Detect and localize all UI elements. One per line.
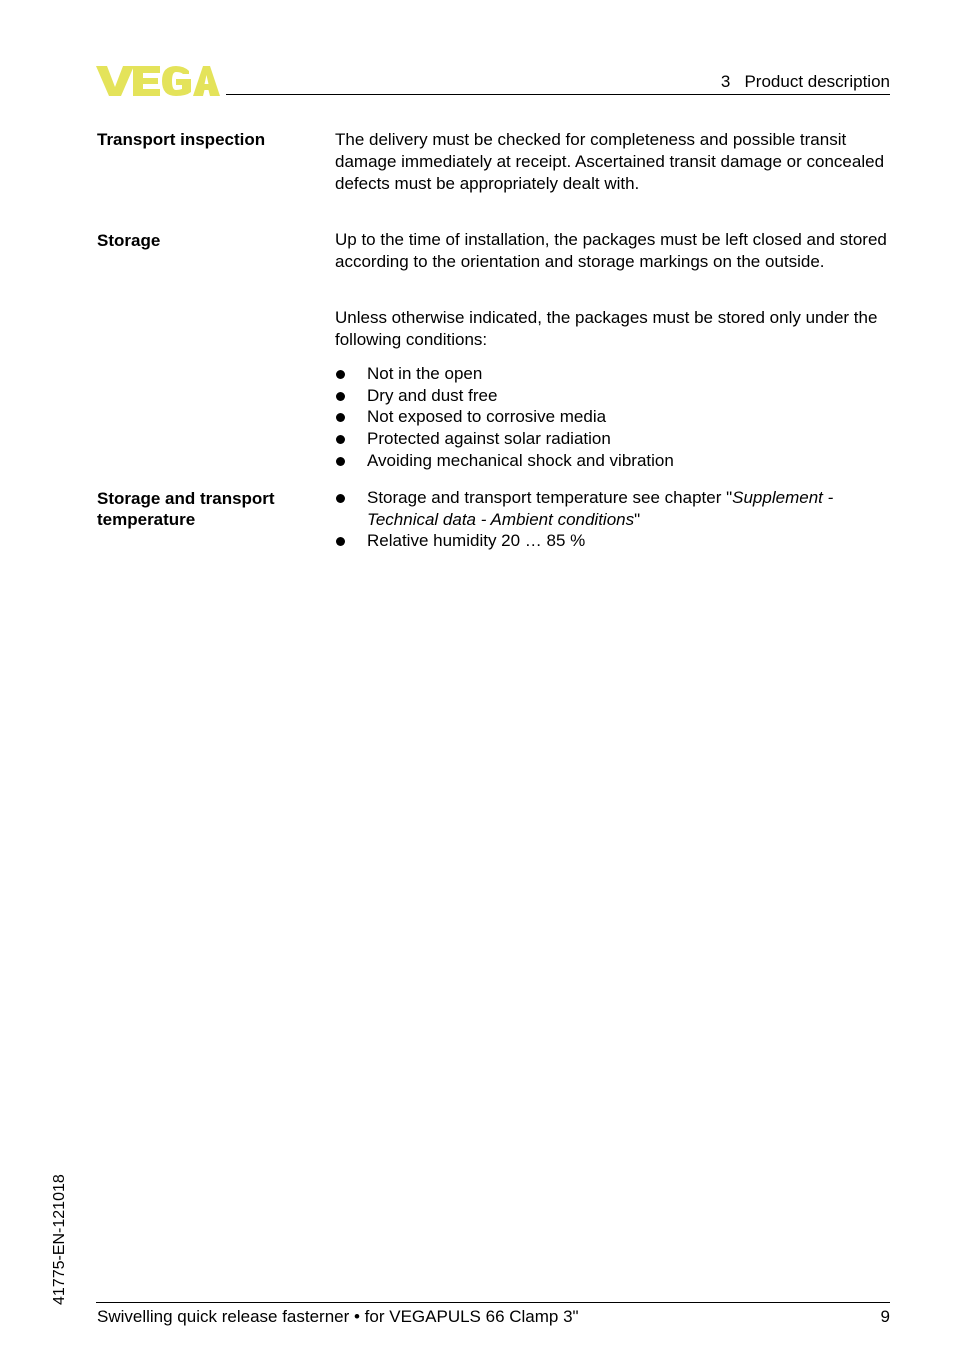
bullet-icon — [336, 537, 345, 546]
chapter-reference: Supplement - Technical data - Ambient conditions — [367, 488, 834, 529]
chapter-heading: 3 Product description — [720, 72, 890, 91]
vega-logo — [96, 62, 220, 98]
header-divider — [226, 94, 890, 95]
storage-heading: Storage — [97, 231, 161, 250]
heading-line-1: Storage and transport — [97, 489, 275, 508]
list-item-text-prefix: Storage and transport temperature see chapter " — [367, 488, 733, 507]
bullet-icon — [336, 494, 345, 503]
footer-title: Swivelling quick release fasterner • for VEGAPULS 66 Clamp 3" — [97, 1307, 579, 1326]
transport-inspection-heading: Transport inspection — [97, 130, 266, 149]
bullet-icon — [336, 392, 345, 401]
storage-paragraph-2: Unless otherwise indicated, the packages must be stored only under the following conditions: — [335, 308, 878, 349]
list-item — [335, 428, 891, 450]
list-item — [335, 363, 891, 385]
storage-conditions-list — [335, 363, 891, 472]
bullet-icon — [336, 370, 345, 379]
bullet-icon — [336, 435, 345, 444]
list-item — [335, 530, 891, 552]
page-number: 9 — [880, 1307, 890, 1326]
footer-divider — [96, 1302, 890, 1303]
list-item-text: Not in the open — [367, 364, 483, 383]
list-item-text: Relative humidity 20 … 85 % — [367, 531, 586, 551]
bullet-icon — [336, 413, 345, 422]
bullet-icon — [336, 457, 345, 466]
list-item — [335, 487, 891, 530]
list-item — [335, 450, 891, 472]
list-item-text: Not exposed to corrosive media — [367, 407, 607, 427]
list-item — [335, 385, 891, 407]
list-item-text-suffix: " — [634, 509, 641, 529]
list-item — [335, 406, 891, 428]
list-item-text: Avoiding mechanical shock and vibration — [367, 450, 674, 470]
document-id: 41775-EN-121018 — [51, 1174, 68, 1305]
storage-transport-temperature-heading — [97, 488, 275, 530]
temperature-list — [335, 487, 891, 552]
heading-line-2: temperature — [97, 510, 196, 529]
list-item-text: Dry and dust free — [367, 385, 498, 405]
transport-inspection-text: The delivery must be checked for completeness and possible transit damage immediately at receipt. Ascertained transit damage or concealed defects must be appropriately dealt with. — [335, 130, 885, 193]
list-item-text: Protected against solar radiation — [367, 429, 611, 449]
storage-paragraph-1: Up to the time of installation, the packages must be left closed and stored according to the orientation and storage markings on the outside. — [335, 230, 887, 271]
